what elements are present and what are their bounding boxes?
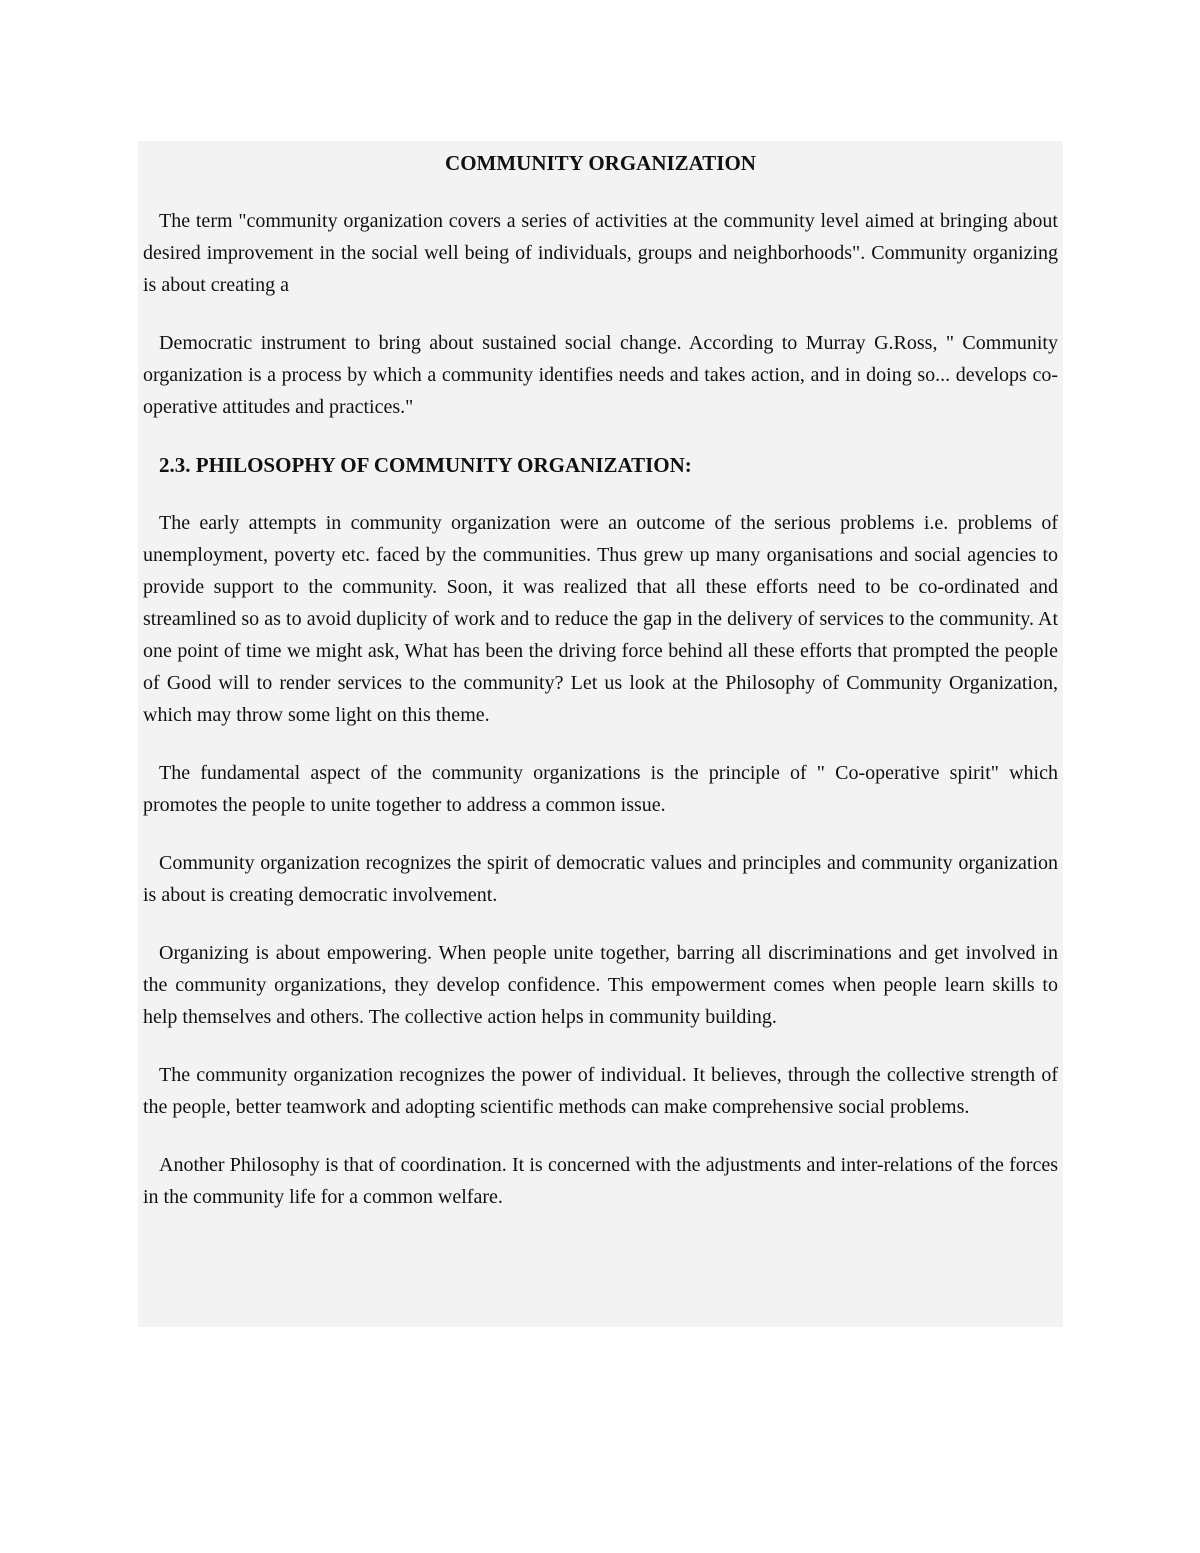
section-paragraph-6: Another Philosophy is that of coordination. It is concerned with the adjustments and inter-relations of the forces in the community life for a common welfare. — [143, 1154, 1058, 1208]
section-paragraph-3: Community organization recognizes the spirit of democratic values and principles and community organization is about is creating democratic involvement. — [143, 852, 1058, 906]
section-paragraph-1: The early attempts in community organization were an outcome of the serious problems i.e. problems of unemployment, poverty etc. faced by the communities. Thus grew up many organisations and social agencies to provide support to the community. Soon, it was realized that all these efforts need to be co-ordinated and streamlined so as to avoid duplicity of work and to reduce the gap in the delivery of services to the community. At one point of time we might ask, What has been the driving force behind all these efforts that prompted the people of Good will to render services to the community? Let us look at the Philosophy of Community Organization, which may throw some light on this theme. — [143, 512, 1058, 726]
section-heading: 2.3. PHILOSOPHY OF COMMUNITY ORGANIZATION: — [159, 453, 692, 477]
document-title: COMMUNITY ORGANIZATION — [445, 151, 756, 175]
intro-paragraph-2: Democratic instrument to bring about sustained social change. According to Murray G.Ross, " Community organization is a process by which a community identifies needs and takes action, and in doing so... develops co-operative attitudes and practices." — [143, 332, 1058, 418]
intro-paragraph-1: The term "community organization covers a series of activities at the community level aimed at bringing about desired improvement in the social well being of individuals, groups and neighborhoods". Community organizing is about creating a — [143, 210, 1058, 296]
document-page — [138, 141, 1063, 1327]
section-paragraph-4: Organizing is about empowering. When people unite together, barring all discriminations and get involved in the community organizations, they develop confidence. This empowerment comes when people learn skills to help themselves and others. The collective action helps in community building. — [143, 942, 1058, 1028]
section-paragraph-5: The community organization recognizes the power of individual. It believes, through the collective strength of the people, better teamwork and adopting scientific methods can make comprehensive social problems. — [143, 1064, 1058, 1118]
section-paragraph-2: The fundamental aspect of the community organizations is the principle of " Co-operative spirit" which promotes the people to unite together to address a common issue. — [143, 762, 1058, 816]
